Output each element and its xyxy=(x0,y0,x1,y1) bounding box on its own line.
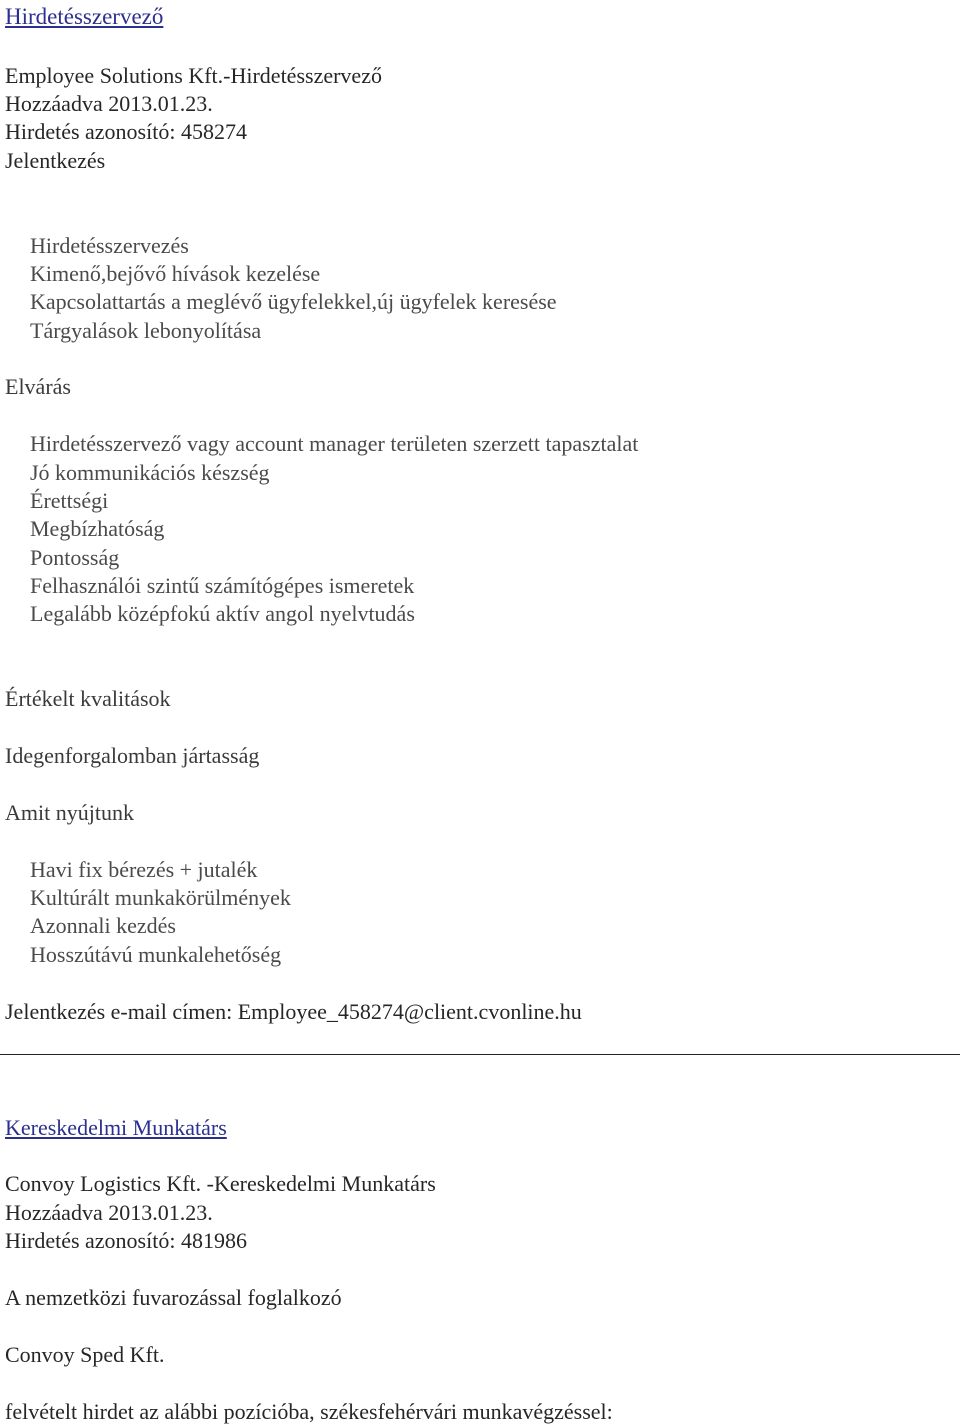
duty-item: Kapcsolattartás a meglévő ügyfelekkel,új ügyfelek keresése xyxy=(30,289,557,314)
date-added: Hozzáadva 2013.01.23. xyxy=(5,91,213,116)
apply-label: Jelentkezés xyxy=(5,148,106,173)
date-added: Hozzáadva 2013.01.23. xyxy=(5,1200,213,1225)
duty-item: Tárgyalások lebonyolítása xyxy=(30,318,262,343)
company-line: Convoy Logistics Kft. -Kereskedelmi Munkatárs xyxy=(5,1171,436,1196)
ad-id: Hirdetés azonosító: 481986 xyxy=(5,1228,247,1253)
apply-email: Jelentkezés e-mail címen: Employee_458274@client.cvonline.hu xyxy=(5,999,582,1024)
intro-line: A nemzetközi fuvarozással foglalkozó xyxy=(5,1285,342,1310)
ad-id: Hirdetés azonosító: 458274 xyxy=(5,119,247,144)
offer-item: Hosszútávú munkalehetőség xyxy=(30,942,282,967)
offer-item: Kultúrált munkakörülmények xyxy=(30,885,291,910)
duty-item: Kimenő,bejővő hívások kezelése xyxy=(30,261,321,286)
job-title-link[interactable]: Hirdetésszervező xyxy=(5,4,164,29)
company-line: Employee Solutions Kft.-Hirdetésszervező xyxy=(5,63,382,88)
requirement-item: Érettségi xyxy=(30,488,109,513)
requirements-heading: Elvárás xyxy=(5,374,71,399)
requirement-item: Hirdetésszervező vagy account manager területen szerzett tapasztalat xyxy=(30,431,639,456)
offer-heading: Amit nyújtunk xyxy=(5,800,134,825)
requirement-item: Megbízhatóság xyxy=(30,516,165,541)
valued-heading: Értékelt kvalitások xyxy=(5,686,171,711)
offer-item: Azonnali kezdés xyxy=(30,913,176,938)
requirement-item: Legalább középfokú aktív angol nyelvtudás xyxy=(30,601,415,626)
requirement-item: Pontosság xyxy=(30,545,120,570)
job-title-link[interactable]: Kereskedelmi Munkatárs xyxy=(5,1115,227,1140)
offer-item: Havi fix bérezés + jutalék xyxy=(30,857,258,882)
company-name: Convoy Sped Kft. xyxy=(5,1342,165,1367)
duty-item: Hirdetésszervezés xyxy=(30,233,189,258)
requirement-item: Jó kommunikációs készség xyxy=(30,460,270,485)
requirement-item: Felhasználói szintű számítógépes ismeretek xyxy=(30,573,415,598)
hiring-line: felvételt hirdet az alábbi pozícióba, székesfehérvári munkavégzéssel: xyxy=(5,1399,613,1424)
section-divider xyxy=(0,1054,960,1055)
valued-item: Idegenforgalomban jártasság xyxy=(5,743,260,768)
